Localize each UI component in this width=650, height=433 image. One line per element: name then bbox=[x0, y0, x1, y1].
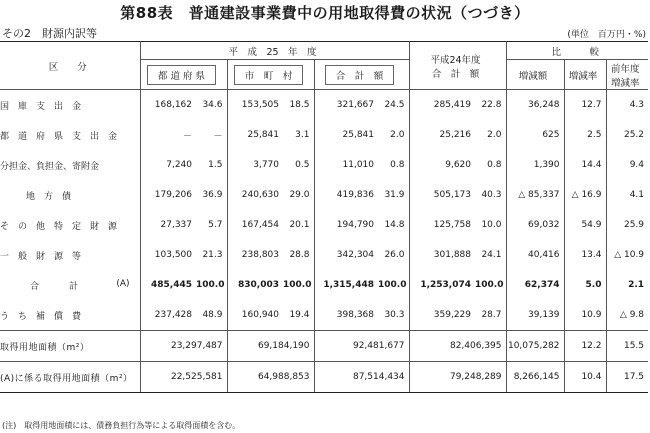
table-cell: 398,368 bbox=[314, 300, 378, 331]
table-row bbox=[0, 120, 648, 150]
row-label bbox=[0, 150, 140, 180]
table-row bbox=[0, 300, 648, 331]
table-cell: 69,032 bbox=[506, 210, 564, 240]
row-label-text: 都道府県支出金 bbox=[0, 131, 127, 142]
finance-table bbox=[0, 41, 648, 393]
row-label-text: 国庫支出金 bbox=[0, 101, 91, 112]
table-row bbox=[0, 210, 648, 240]
header-prev-rate bbox=[606, 60, 648, 90]
header-change-rate: 増減率 bbox=[564, 60, 606, 90]
row-label-mark: (A) bbox=[116, 278, 130, 289]
table-cell: 31.9 bbox=[378, 180, 409, 210]
table-row bbox=[0, 90, 648, 121]
table-cell: 2.0 bbox=[475, 120, 506, 150]
table-cell: 40,416 bbox=[506, 240, 564, 270]
table-cell: 1,315,448 bbox=[323, 280, 374, 290]
table-cell: 54.9 bbox=[564, 210, 606, 240]
table-cell: 100.0 bbox=[283, 270, 314, 300]
table-cell: 9,620 bbox=[445, 160, 471, 170]
unit-label: (単位 百万円・%) bbox=[567, 30, 646, 40]
table-cell: 8,266,145 bbox=[506, 362, 564, 393]
table-cell: 15.5 bbox=[606, 331, 648, 362]
table-cell: 301,888 bbox=[433, 250, 471, 260]
table-cell: 87,514,434 bbox=[314, 362, 409, 393]
table-cell: 419,836 bbox=[336, 190, 374, 200]
header-prefecture bbox=[140, 60, 227, 90]
table-cell: 36.9 bbox=[196, 180, 227, 210]
row-label-text: 地方債 bbox=[26, 191, 81, 202]
area-row-label: (A)に係る取得用地面積（m²） bbox=[0, 362, 140, 393]
table-cell: 64,988,853 bbox=[227, 362, 314, 393]
table-cell: 179,206 bbox=[154, 190, 192, 200]
table-cell: 359,229 bbox=[409, 300, 475, 331]
row-label-text: 一般財源等 bbox=[0, 251, 91, 262]
table-cell: 19.4 bbox=[283, 300, 314, 331]
row-label bbox=[0, 180, 140, 210]
table-cell: 25.9 bbox=[623, 220, 645, 230]
table-row bbox=[0, 180, 648, 210]
table-cell: 9.4 bbox=[629, 160, 645, 170]
table-cell: 0.8 bbox=[475, 150, 506, 180]
row-label-text: 合計 bbox=[30, 281, 109, 292]
table-cell: 5.0 bbox=[564, 270, 606, 300]
table-cell: △ 9.8 bbox=[606, 300, 648, 331]
table-cell: 28.7 bbox=[475, 300, 506, 331]
table-cell: 3,770 bbox=[253, 160, 279, 170]
table-cell: 82,406,395 bbox=[409, 331, 506, 362]
table-cell: 30.3 bbox=[378, 300, 409, 331]
table-cell: 103,500 bbox=[154, 250, 192, 260]
area-row-label: 取得用地面積（m²） bbox=[0, 331, 140, 362]
table-cell: 1,390 bbox=[506, 150, 564, 180]
area-row bbox=[0, 362, 648, 393]
header-total bbox=[314, 60, 409, 90]
table-cell: 100.0 bbox=[475, 270, 506, 300]
table-cell: 0.5 bbox=[283, 150, 314, 180]
table-cell: 1,253,074 bbox=[420, 280, 471, 290]
table-cell: 48.9 bbox=[196, 300, 227, 331]
header-fy24 bbox=[409, 42, 506, 90]
table-cell: 1.5 bbox=[196, 150, 227, 180]
table-cell: 321,667 bbox=[336, 100, 374, 110]
table-cell: 12.7 bbox=[564, 90, 606, 121]
header-kubun: 区 分 bbox=[0, 42, 140, 90]
table-cell: 29.0 bbox=[283, 180, 314, 210]
table-cell: 24.5 bbox=[378, 90, 409, 121]
table-cell: 26.0 bbox=[378, 240, 409, 270]
table-cell: 240,630 bbox=[241, 190, 279, 200]
table-cell: 4.1 bbox=[629, 190, 645, 200]
area-row bbox=[0, 331, 648, 362]
header-prefecture-label: 都 道 府 県 bbox=[147, 65, 216, 85]
row-label bbox=[0, 270, 140, 300]
header-fy24-line1: 平成24年度 bbox=[430, 54, 481, 66]
table-cell: 125,758 bbox=[433, 220, 471, 230]
table-cell: 100.0 bbox=[378, 270, 409, 300]
row-label bbox=[0, 210, 140, 240]
table-cell: 3.1 bbox=[283, 120, 314, 150]
table-cell: 285,419 bbox=[433, 100, 471, 110]
table-cell: 168,162 bbox=[154, 100, 192, 110]
table-cell: 39,139 bbox=[506, 300, 564, 331]
table-cell: 342,304 bbox=[336, 250, 374, 260]
row-label bbox=[0, 240, 140, 270]
table-cell: 160,940 bbox=[227, 300, 283, 331]
table-cell: 625 bbox=[506, 120, 564, 150]
header-municipal-label: 市 町 村 bbox=[234, 65, 304, 85]
table-cell: 40.3 bbox=[475, 180, 506, 210]
page-title: 第88表 普通建設事業費中の用地取得費の状況（つづき） bbox=[120, 4, 530, 22]
header-total-label: 合 計 額 bbox=[325, 65, 395, 85]
table-cell: 10.0 bbox=[475, 210, 506, 240]
table-cell: 505,173 bbox=[433, 190, 471, 200]
table-cell: △ 16.9 bbox=[564, 180, 606, 210]
table-cell: 100.0 bbox=[196, 270, 227, 300]
header-change-amount: 増減額 bbox=[506, 60, 564, 90]
table-cell: 2.0 bbox=[378, 120, 409, 150]
row-label bbox=[0, 120, 140, 150]
table-cell: 25,841 bbox=[342, 130, 374, 140]
table-cell: 14.4 bbox=[564, 150, 606, 180]
table-cell: 10.9 bbox=[564, 300, 606, 331]
header-fy25: 平 成 25 年 度 bbox=[140, 42, 409, 60]
row-label-text: うち補償費 bbox=[0, 311, 91, 322]
table-cell: 28.8 bbox=[283, 240, 314, 270]
table-cell: 4.3 bbox=[629, 100, 645, 110]
table-cell: － bbox=[182, 131, 192, 142]
table-cell: 11,010 bbox=[342, 160, 374, 170]
table-cell: 2.1 bbox=[628, 280, 645, 290]
table-cell: 20.1 bbox=[283, 210, 314, 240]
row-label bbox=[0, 90, 140, 121]
table-cell: 22.8 bbox=[475, 90, 506, 121]
table-cell: 10.4 bbox=[564, 362, 606, 393]
table-cell: 79,248,289 bbox=[409, 362, 506, 393]
table-cell: 18.5 bbox=[283, 90, 314, 121]
table-cell: △ 10.9 bbox=[614, 250, 645, 260]
table-cell: 5.7 bbox=[196, 210, 227, 240]
table-cell: 25.2 bbox=[623, 130, 645, 140]
table-cell: 27,337 bbox=[160, 220, 192, 230]
table-cell: 92,481,677 bbox=[314, 331, 409, 362]
table-cell: 17.5 bbox=[606, 362, 648, 393]
table-cell: 167,454 bbox=[241, 220, 279, 230]
table-cell: 485,445 bbox=[151, 280, 192, 290]
table-cell: 23,297,487 bbox=[140, 331, 227, 362]
table-cell: 0.8 bbox=[378, 150, 409, 180]
table-cell: 194,790 bbox=[336, 220, 374, 230]
table-row bbox=[0, 270, 648, 300]
table-cell: 36,248 bbox=[506, 90, 564, 121]
table-cell: 12.2 bbox=[564, 331, 606, 362]
row-label-text: 分担金、負担金、寄附金 bbox=[0, 161, 100, 172]
table-cell: 10,075,282 bbox=[506, 331, 564, 362]
table-cell: 62,374 bbox=[506, 270, 564, 300]
table-cell: 830,003 bbox=[238, 280, 279, 290]
table-cell: 22,525,581 bbox=[140, 362, 227, 393]
table-cell: 69,184,190 bbox=[227, 331, 314, 362]
table-cell: 238,803 bbox=[241, 250, 279, 260]
row-label-text: その他特定財源 bbox=[0, 221, 127, 232]
row-label bbox=[0, 300, 140, 331]
header-fy24-line2: 合 計 額 bbox=[431, 68, 480, 80]
table-cell: 2.5 bbox=[564, 120, 606, 150]
header-prev-rate-line1: 前年度 bbox=[611, 63, 640, 75]
table-cell: 34.6 bbox=[196, 90, 227, 121]
table-cell: 153,505 bbox=[241, 100, 279, 110]
table-row bbox=[0, 240, 648, 270]
footnote: (注) 取得用地面積には、債務負担行為等による取得面積を含む。 bbox=[2, 421, 241, 430]
section-subtitle: その2 財源内訳等 bbox=[2, 27, 97, 40]
table-cell: 24.1 bbox=[475, 240, 506, 270]
table-cell: 21.3 bbox=[196, 240, 227, 270]
table-cell: 237,428 bbox=[140, 300, 196, 331]
header-comparison: 比 較 bbox=[506, 42, 648, 60]
table-cell: 25,841 bbox=[247, 130, 279, 140]
table-cell: 7,240 bbox=[166, 160, 192, 170]
table-cell: △ 85,337 bbox=[506, 180, 564, 210]
table-cell: 14.8 bbox=[378, 210, 409, 240]
table-cell: 13.4 bbox=[564, 240, 606, 270]
table-cell: 25,216 bbox=[439, 130, 471, 140]
header-prev-rate-line2: 増減率 bbox=[611, 77, 640, 89]
table-cell: － bbox=[196, 120, 227, 150]
header-municipal bbox=[227, 60, 314, 90]
table-row bbox=[0, 150, 648, 180]
